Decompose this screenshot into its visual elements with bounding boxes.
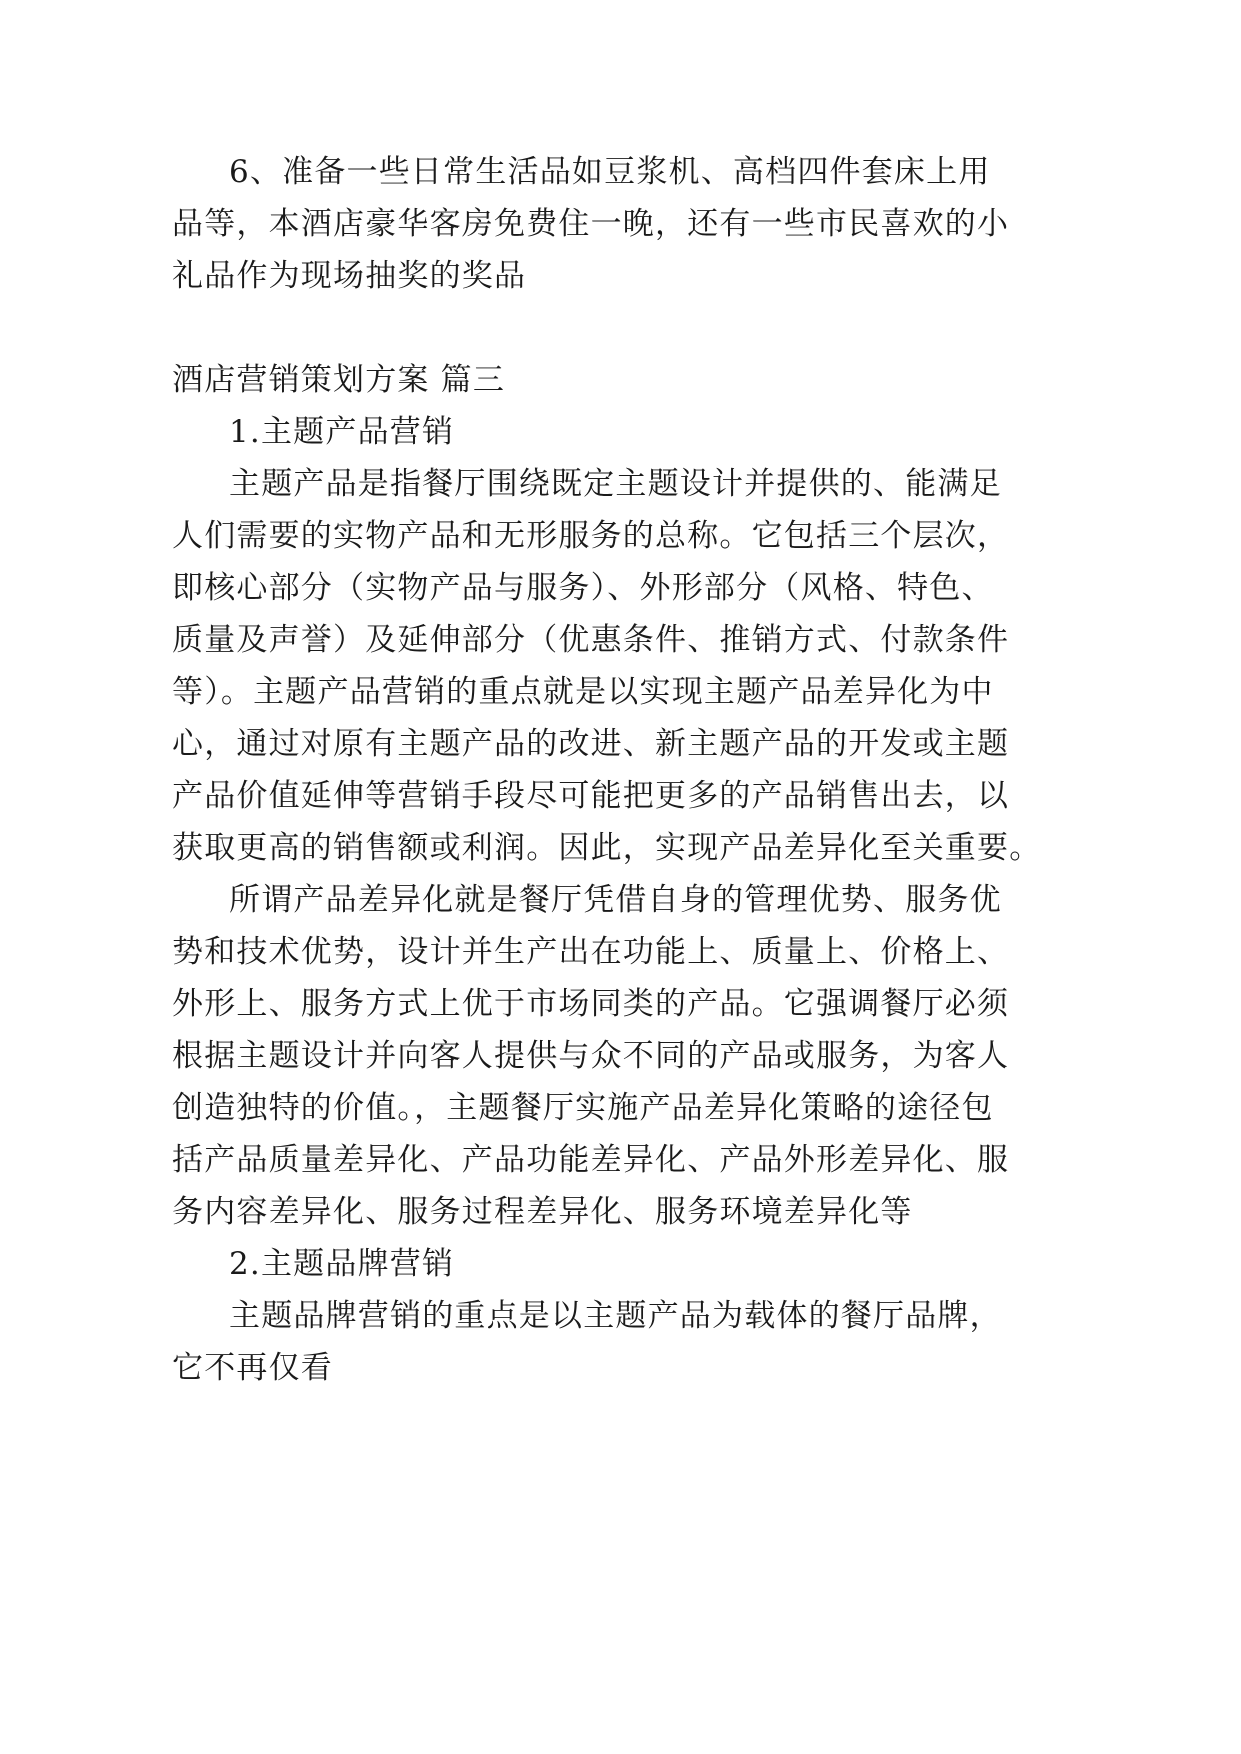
paragraph-line: 6、准备一些日常生活品如豆浆机、高档四件套床上用 bbox=[229, 154, 991, 190]
paragraph-line: 即核心部分（实物产品与服务）、外形部分（风格、特色、 bbox=[172, 570, 994, 606]
paragraph-line: 务内容差异化、服务过程差异化、服务环境差异化等 bbox=[172, 1194, 913, 1230]
subsection-heading: 1.主题产品营销 bbox=[229, 414, 455, 450]
paragraph-line: 质量及声誉）及延伸部分（优惠条件、推销方式、付款条件 bbox=[172, 622, 1010, 658]
paragraph-line: 根据主题设计并向客人提供与众不同的产品或服务，为客人 bbox=[172, 1038, 1010, 1074]
paragraph-line: 它不再仅看 bbox=[172, 1350, 333, 1386]
paragraph-line: 所谓产品差异化就是餐厅凭借自身的管理优势、服务优 bbox=[229, 882, 1002, 918]
paragraph-line: 心，通过对原有主题产品的改进、新主题产品的开发或主题 bbox=[172, 726, 1010, 762]
paragraph-line: 产品价值延伸等营销手段尽可能把更多的产品销售出去，以 bbox=[172, 778, 1010, 814]
section-heading: 酒店营销策划方案 篇三 bbox=[172, 362, 506, 398]
paragraph-line: 外形上、服务方式上优于市场同类的产品。它强调餐厅必须 bbox=[172, 986, 1010, 1022]
paragraph-line: 品等，本酒店豪华客房免费住一晚，还有一些市民喜欢的小 bbox=[172, 206, 1010, 242]
subsection-heading: 2.主题品牌营销 bbox=[229, 1246, 455, 1282]
paragraph-line: 获取更高的销售额或利润。因此，实现产品差异化至关重要。 bbox=[172, 830, 1042, 866]
paragraph-line: 主题产品是指餐厅围绕既定主题设计并提供的、能满足 bbox=[229, 466, 1002, 502]
paragraph-line: 等）。主题产品营销的重点就是以实现主题产品差异化为中 bbox=[172, 674, 994, 710]
paragraph-line: 主题品牌营销的重点是以主题产品为载体的餐厅品牌， bbox=[229, 1298, 1002, 1334]
paragraph-line: 括产品质量差异化、产品功能差异化、产品外形差异化、服 bbox=[172, 1142, 1010, 1178]
paragraph-line: 势和技术优势，设计并生产出在功能上、质量上、价格上、 bbox=[172, 934, 1010, 970]
paragraph-line: 礼品作为现场抽奖的奖品 bbox=[172, 258, 527, 294]
paragraph-line: 创造独特的价值。，主题餐厅实施产品差异化策略的途径包 bbox=[172, 1090, 994, 1126]
paragraph-line: 人们需要的实物产品和无形服务的总称。它包括三个层次， bbox=[172, 518, 1010, 554]
